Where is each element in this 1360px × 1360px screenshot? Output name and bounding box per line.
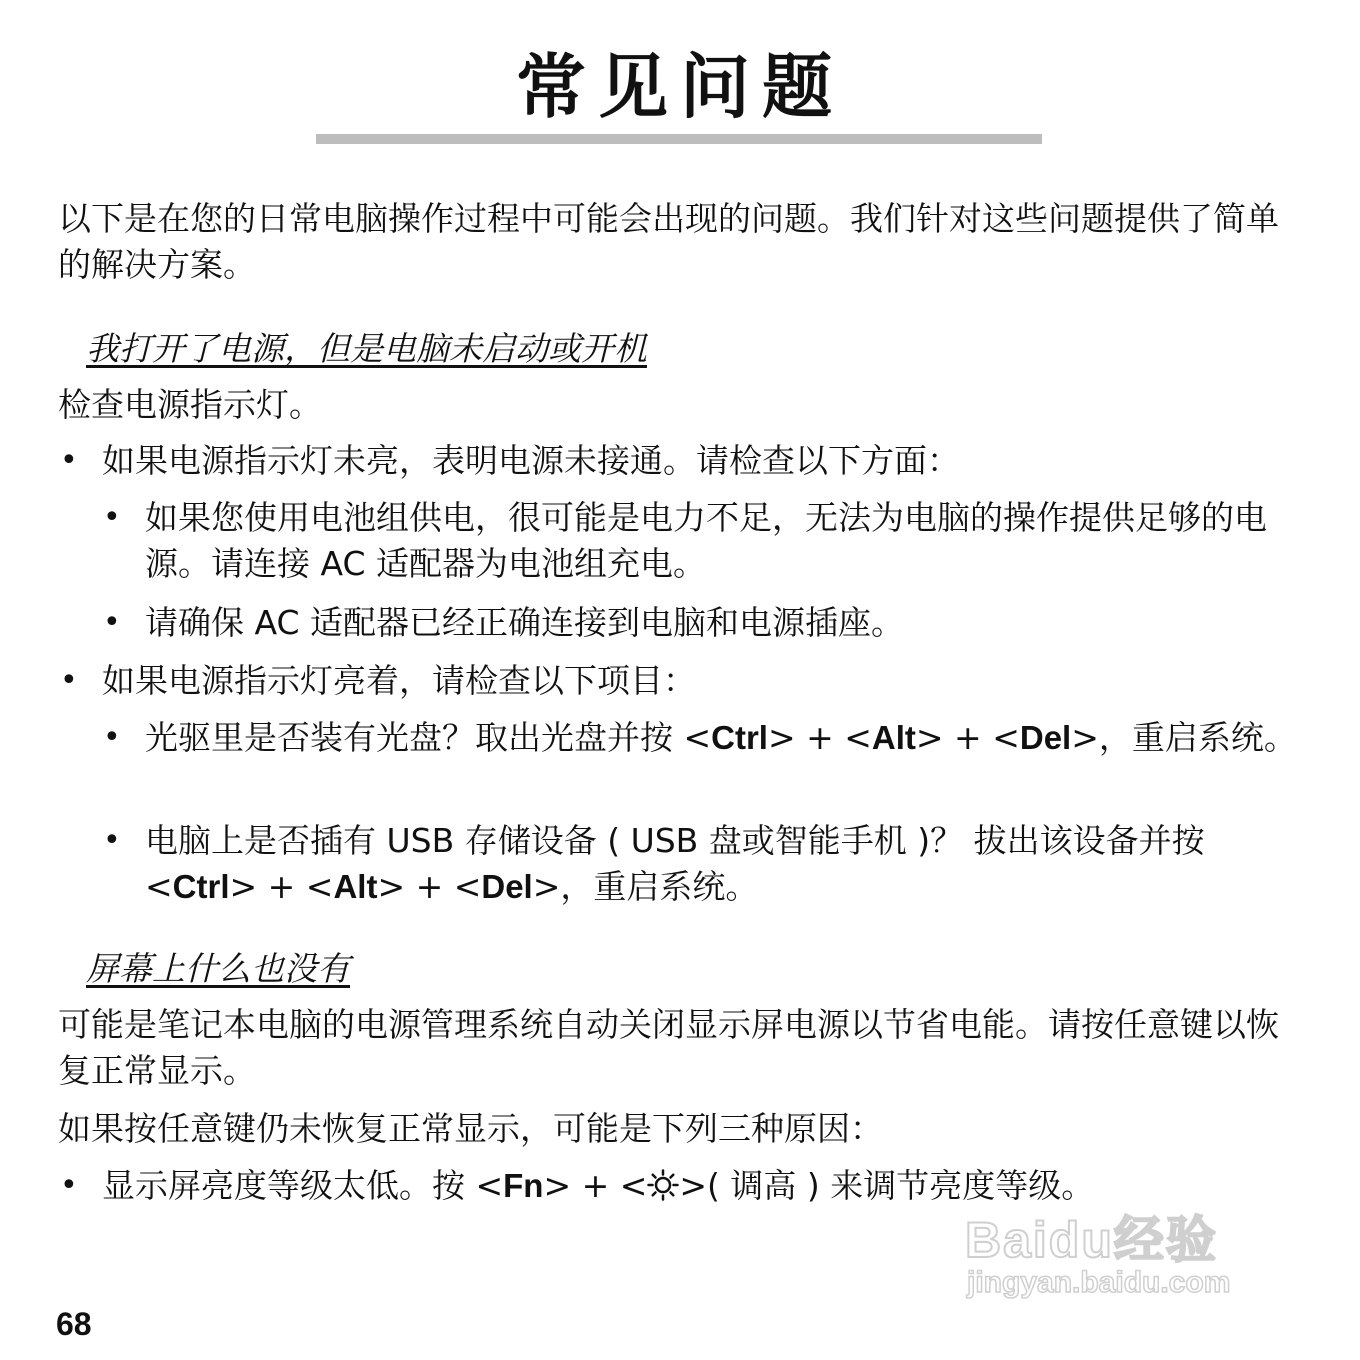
- sub-bullet-disc: • 光驱里是否装有光盘？取出光盘并按 <Ctrl> + <Alt> + <Del>，重启系统。: [145, 715, 1305, 761]
- bullet-dot: •: [60, 443, 78, 478]
- key-alt: Alt: [871, 719, 916, 756]
- key-ctrl: Ctrl: [711, 719, 768, 756]
- bullet-power-light-off: • 如果电源指示灯未亮，表明电源未接通。请检查以下方面：: [102, 438, 1302, 484]
- sub-bullet-usb: • 电脑上是否插有 USB 存储设备 ( USB 盘或智能手机 )？ 拔出该设备并按 <Ctrl> + <Alt> + <Del>，重启系统。: [145, 818, 1305, 910]
- bullet-brightness: • 显示屏亮度等级太低。按 <Fn> + < >( 调高 ) 来调节亮度等级。: [102, 1163, 1302, 1213]
- bullet-dot: •: [103, 605, 121, 640]
- key-del: Del: [481, 868, 533, 905]
- screen-paragraph-2: 如果按任意键仍未恢复正常显示，可能是下列三种原因：: [58, 1109, 883, 1148]
- page-number: 68: [56, 1306, 92, 1342]
- section-heading-power: 我打开了电源，但是电脑未启动或开机: [86, 329, 647, 368]
- screen-paragraph-1: 可能是笔记本电脑的电源管理系统自动关闭显示屏电源以节省电能。请按任意键以恢复正常显示。: [58, 1005, 1279, 1090]
- bullet-dot: •: [60, 1168, 78, 1203]
- title-rule: [316, 134, 1042, 144]
- page-title: 常见问题: [516, 46, 844, 128]
- bullet-power-light-on: • 如果电源指示灯亮着，请检查以下项目：: [102, 658, 1302, 704]
- brightness-up-icon: [647, 1167, 679, 1213]
- sub-bullet-battery: • 如果您使用电池组供电，很可能是电力不足，无法为电脑的操作提供足够的电源。请连接 AC 适配器为电池组充电。: [145, 495, 1305, 587]
- intro-paragraph: 以下是在您的日常电脑操作过程中可能会出现的问题。我们针对这些问题提供了简单的解决方案。: [58, 199, 1279, 284]
- bullet-dot: •: [60, 663, 78, 698]
- section-heading-screen: 屏幕上什么也没有: [86, 949, 350, 988]
- watermark-logo: [965, 1200, 1285, 1310]
- power-lead-text: 检查电源指示灯。: [58, 385, 322, 424]
- key-ctrl: Ctrl: [172, 868, 230, 905]
- watermark-url: jingyan.baidu.com: [967, 1266, 1231, 1299]
- key-del: Del: [1019, 719, 1072, 756]
- key-alt: Alt: [333, 868, 378, 905]
- sub-bullet-adapter: • 请确保 AC 适配器已经正确连接到电脑和电源插座。: [145, 600, 1305, 646]
- key-fn: Fn: [503, 1167, 544, 1204]
- watermark-brand: Baidu经验: [965, 1212, 1218, 1268]
- bullet-dot: •: [103, 823, 121, 858]
- bullet-dot: •: [103, 720, 121, 755]
- bullet-dot: •: [103, 500, 121, 535]
